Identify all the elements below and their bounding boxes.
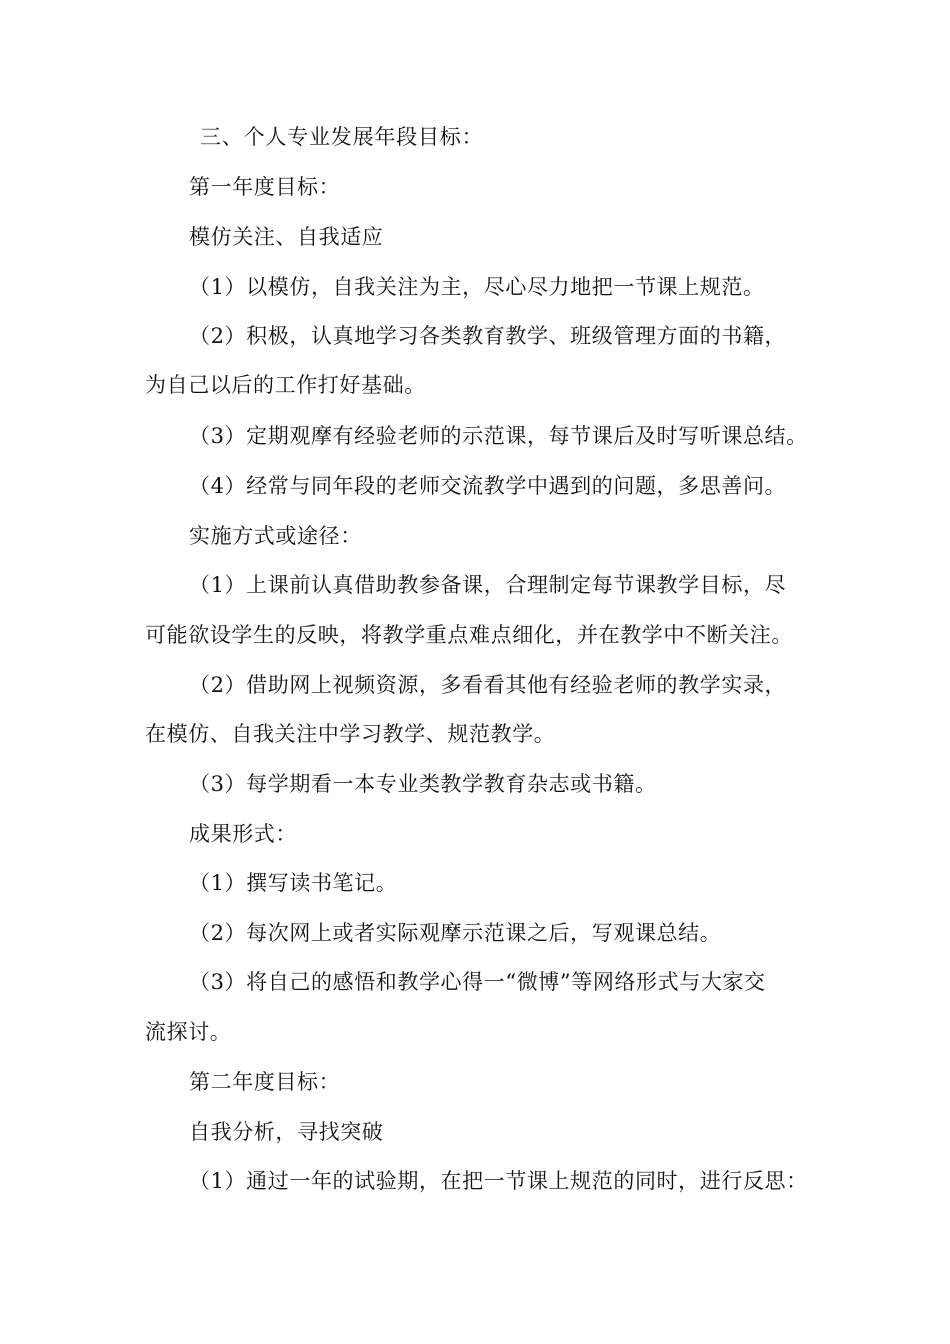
year2-goal-1: （1）通过一年的试验期，在把一节课上规范的同时，进行反思： [189, 1169, 808, 1193]
year1-goal-3: （3）定期观摩有经验老师的示范课，每节课后及时写听课总结。 [189, 424, 808, 448]
year1-results-title: 成果形式： [189, 822, 297, 846]
year1-method-2: （2）借助网上视频资源，多看看其他有经验老师的教学实录， [189, 673, 787, 697]
year1-method-1-cont: 可能欲设学生的反映，将教学重点难点细化，并在教学中不断关注。 [145, 623, 793, 647]
year2-subtitle: 自我分析，寻找突破 [189, 1120, 384, 1144]
year1-goal-2-cont: 为自己以后的工作打好基础。 [145, 373, 426, 397]
year1-result-3-cont: 流探讨。 [145, 1020, 232, 1044]
year2-title: 第二年度目标： [189, 1070, 341, 1094]
year1-method-3: （3）每学期看一本专业类教学教育杂志或书籍。 [189, 772, 657, 796]
year1-result-1: （1）撰写读书笔记。 [189, 871, 398, 895]
year1-title: 第一年度目标： [189, 175, 341, 199]
year1-methods-title: 实施方式或途径： [189, 524, 362, 548]
year1-method-1: （1）上课前认真借助教参备课，合理制定每节课教学目标，尽 [189, 573, 787, 597]
year1-goal-4: （4）经常与同年段的老师交流教学中遇到的问题，多思善问。 [189, 474, 787, 498]
year1-subtitle: 模仿关注、自我适应 [189, 225, 384, 249]
year1-result-2: （2）每次网上或者实际观摩示范课之后，写观课总结。 [189, 921, 722, 945]
year1-goal-1: （1）以模仿，自我关注为主，尽心尽力地把一节课上规范。 [189, 275, 765, 299]
section-heading: 三、个人专业发展年段目标： [200, 125, 484, 149]
year1-result-3: （3）将自己的感悟和教学心得一“微博”等网络形式与大家交 [189, 970, 766, 994]
year1-goal-2: （2）积极，认真地学习各类教育教学、班级管理方面的书籍， [189, 324, 787, 348]
year1-method-2-cont: 在模仿、自我关注中学习教学、规范教学。 [145, 722, 556, 746]
